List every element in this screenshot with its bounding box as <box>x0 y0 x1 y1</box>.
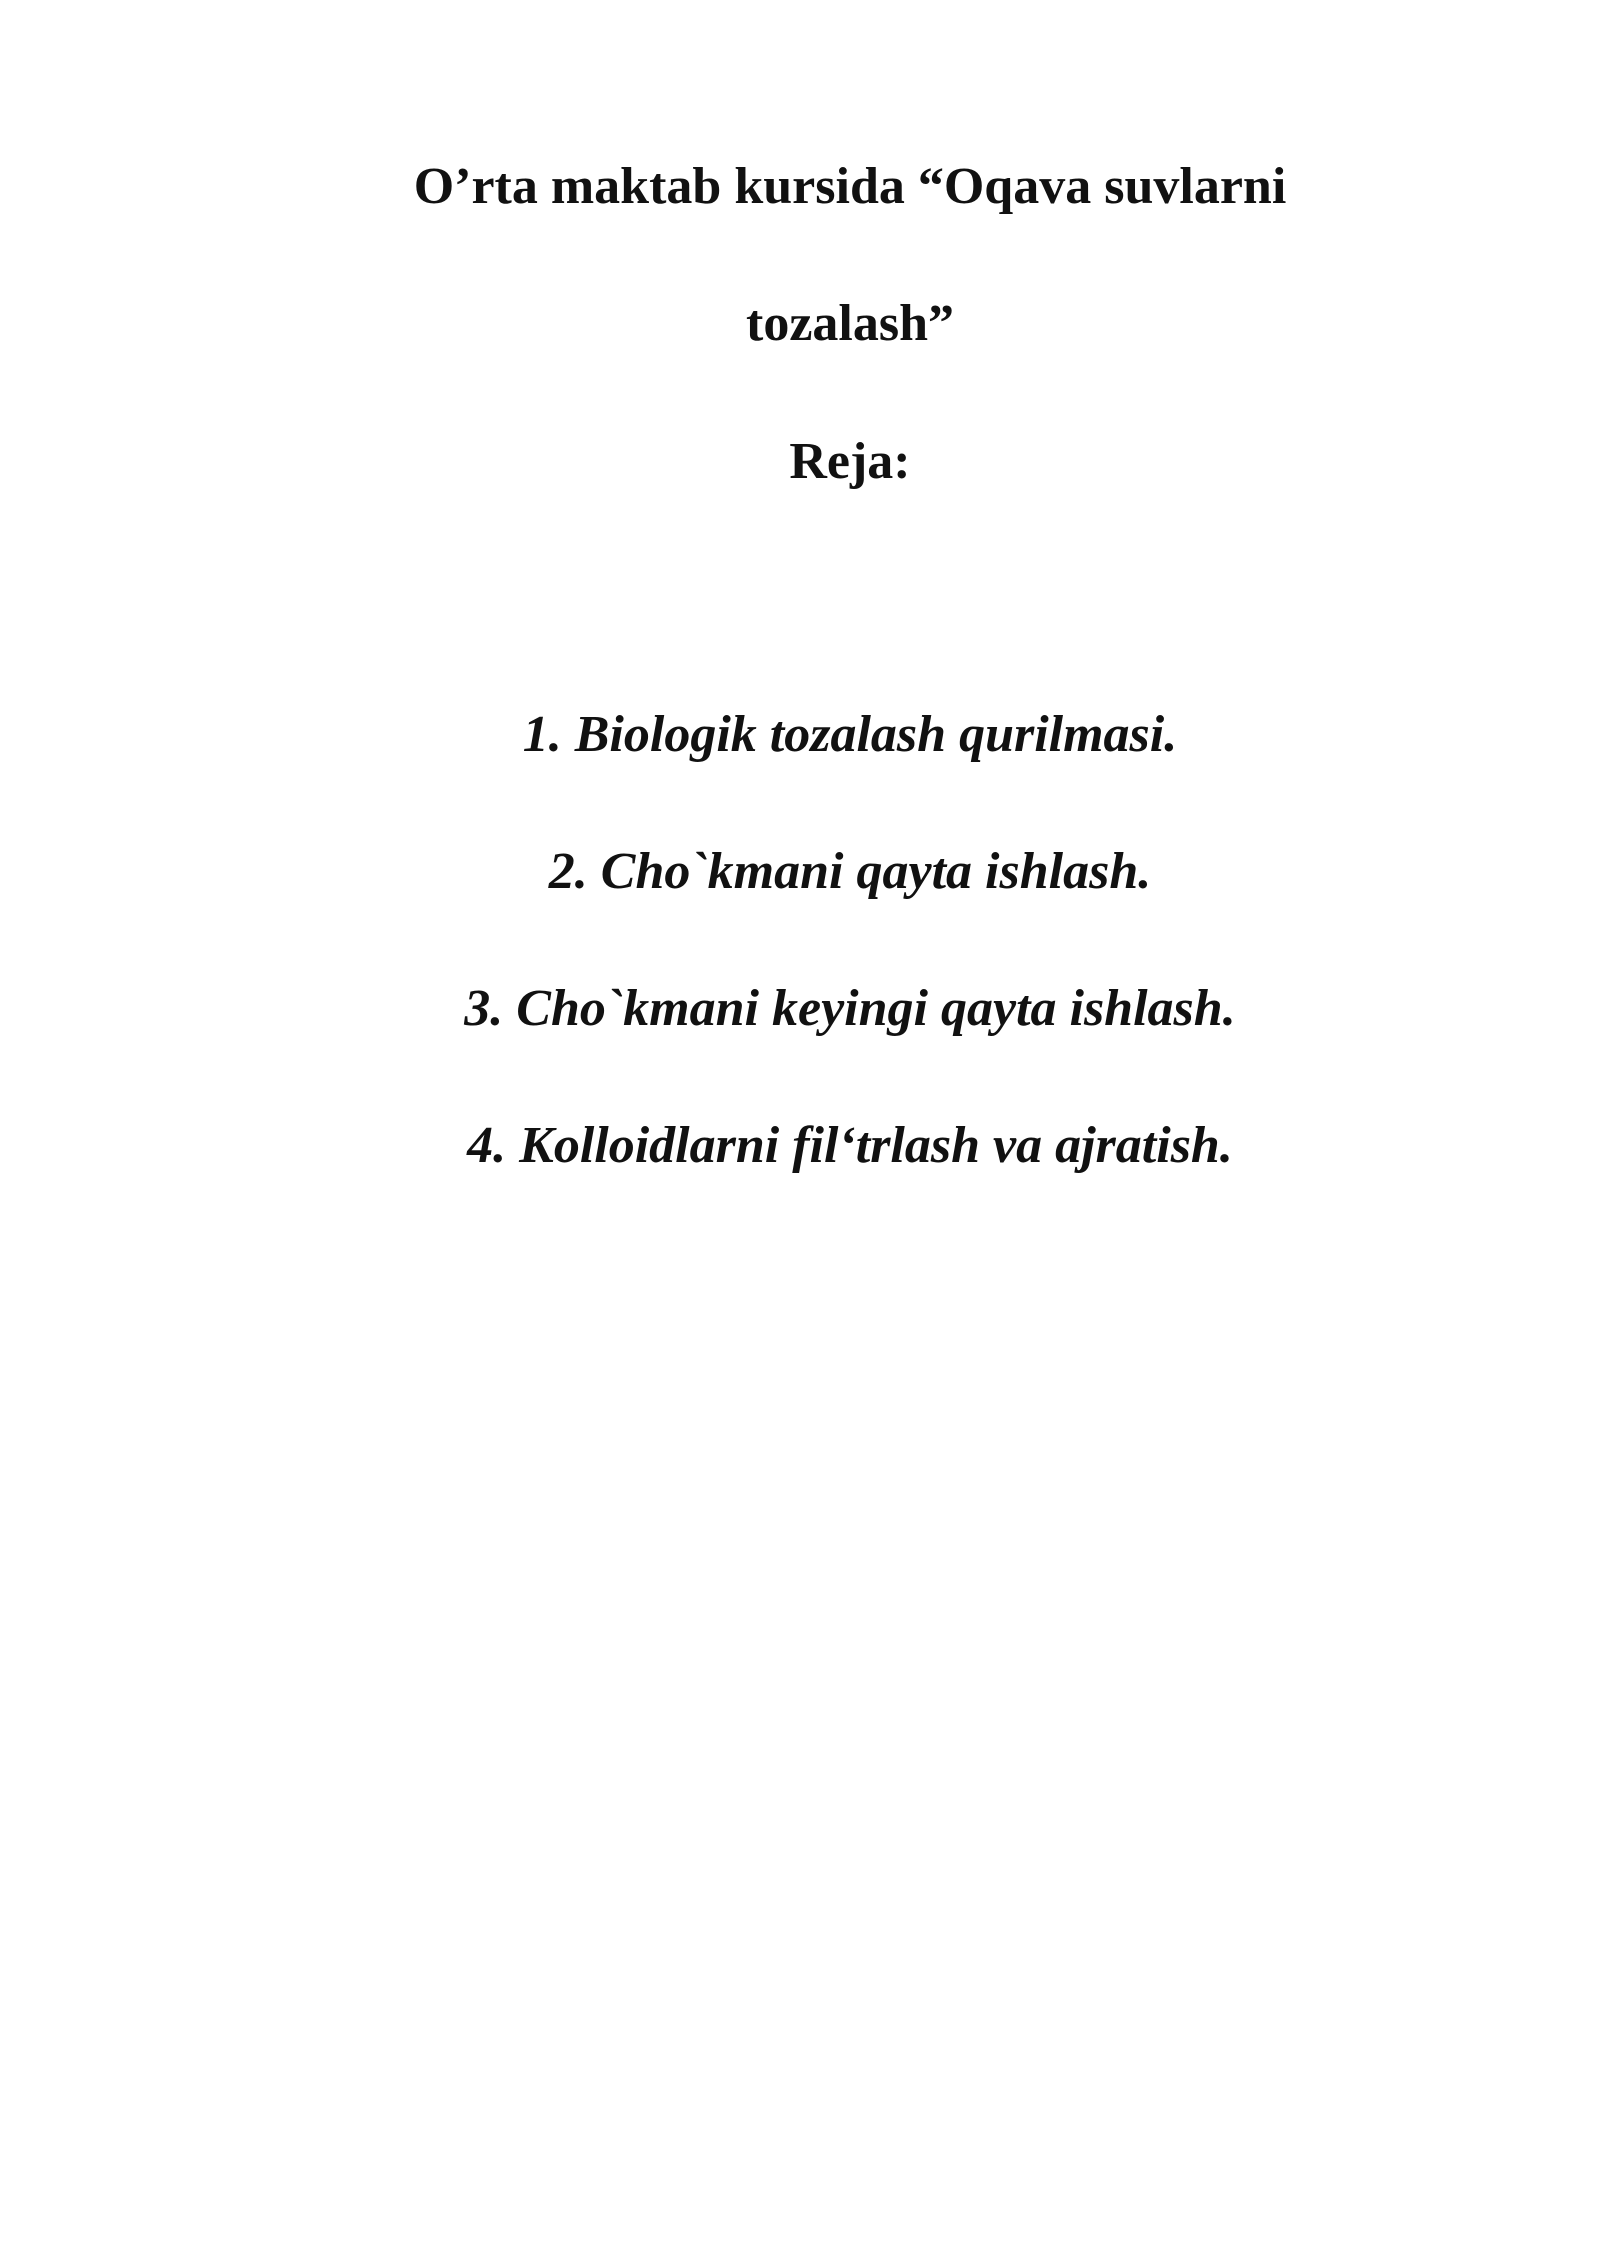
plan-item: 4. Kolloidlarni fil‘trlash va ajratish. <box>467 1117 1233 1174</box>
plan-item: 2. Cho`kmani qayta ishlash. <box>548 843 1152 900</box>
plan-heading: Reja: <box>789 433 911 490</box>
document-title-line-2: tozalash” <box>746 295 954 352</box>
plan-item: 3. Cho`kmani keyingi qayta ishlash. <box>464 980 1236 1037</box>
document-title-line-1: O’rta maktab kursida “Oqava suvlarni <box>413 158 1287 215</box>
plan-item: 1. Biologik tozalash qurilmasi. <box>522 706 1178 763</box>
